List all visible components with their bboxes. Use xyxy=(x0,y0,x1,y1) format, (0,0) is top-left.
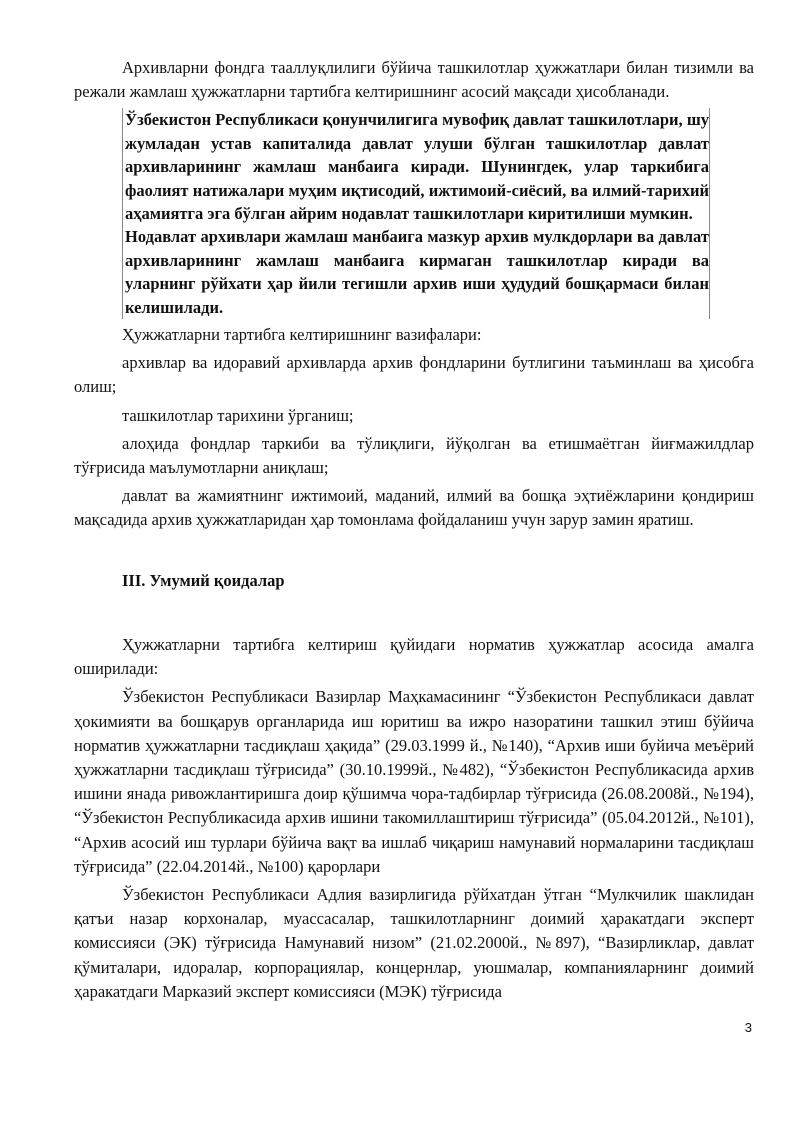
section-heading: III. Умумий қоидалар xyxy=(122,570,285,590)
document-page xyxy=(74,56,754,1008)
paragraph-normative-intro: Ҳужжатларни тартибга келтириш қуйидаги норматив ҳужжатлар асосида амалга оширилади: xyxy=(74,634,754,679)
tasks-intro: Ҳужжатларни тартибга келтиришнинг вазифалари: xyxy=(122,325,482,345)
task-item: ташкилотлар тарихини ўрганиш; xyxy=(122,405,354,425)
paragraph-decrees: Ўзбекистон Республикаси Вазирлар Маҳкамасининг “Ўзбекистон Республикаси давлат ҳокимияти ва бошқарув органларида иш юритиш ва ижро назоратини ташкил этиш бўйича норматив ҳужжатларни тасдиқлаш ҳақида” (29.03.1999 й., №140), “Архив иши буйича меъёрий ҳужжатларни тасдиқлаш тўғрисида” (30.10.1999й., №482), “Ўзбекистон Республикасида архив ишини янада ривожлантиришга доир қўшимча чора-тадбирлар тўғрисида (26.08.2008й., №194), “Ўзбекистон Республикасида архив ишини такомиллаштириш тўғрисида” (05.04.2012й., №101), “Архив асосий иш турлари бўйича вақт ва ишлаб чиқариш намунавий нормаларини тасдиқлаш тўғрисида” (22.04.2014й., №100) қарорлари xyxy=(74,687,754,876)
box-paragraph-nonstate: Нодавлат архивлари жамлаш манбаига мазкур архив мулкдорлари ва давлат архивларининг жамлаш манбаига кирмаган ташкилотлар киради ва уларнинг рўйхати ҳар йили тегишли архив иши ҳудудий бошқармаси билан келишилади. xyxy=(125,227,709,317)
paragraph-ministry: Ўзбекистон Республикаси Адлия вазирлигида рўйхатдан ўтган “Мулкчилик шаклидан қатъи назар корхоналар, муассасалар, ташкилотларнинг доимий ҳаракатдаги эксперт комиссияси (ЭК) тўғрисида Намунавий низом” (21.02.2000й., №897), “Вазирликлар, давлат қўмиталари, идоралар, корпорациялар, концернлар, уюшмалар, компанияларнинг доимий ҳаракатдаги Марказий эксперт комиссияси (МЭК) тўғрисида xyxy=(74,884,754,1001)
task-item: давлат ва жамиятнинг ижтимоий, маданий, илмий ва бошқа эҳтиёжларини қондириш мақсадида архив ҳужжатларидан ҳар томонлама фойдаланиш учун зарур замин яратиш. xyxy=(74,486,754,530)
task-item: алоҳида фондлар таркиби ва тўлиқлиги, йўқолган ва етишмаётган йиғмажилдлар тўғрисида маълумотларни аниқлаш; xyxy=(74,433,754,478)
box-paragraph-state: Ўзбекистон Республикаси қонунчилигига мувофиқ давлат ташкилотлари, шу жумладан устав капиталида давлат улуши бўлган ташкилотлар давлат архивларининг жамлаш манбаига киради. Шунингдек, улар таркибига фаолият натижалари муҳим иқтисодий, ижтимоий-сиёсий, ва илмий-тарихий аҳамиятга эга бўлган айрим нодавлат ташкилотлари киритилиши мумкин. xyxy=(125,110,709,224)
task-item: архивлар ва идоравий архивларда архив фондларини бутлигини таъминлаш ва ҳисобга олиш; xyxy=(74,353,754,397)
highlighted-box xyxy=(122,108,710,319)
paragraph-archive-purpose: Архивларни фондга тааллуқлилиги бўйича ташкилотлар ҳужжатлари билан тизимли ва режали жамлаш ҳужжатларни тартибга келтиришнинг асосий мақсади ҳисобланади. xyxy=(74,58,754,102)
page-number: 3 xyxy=(744,1020,752,1035)
